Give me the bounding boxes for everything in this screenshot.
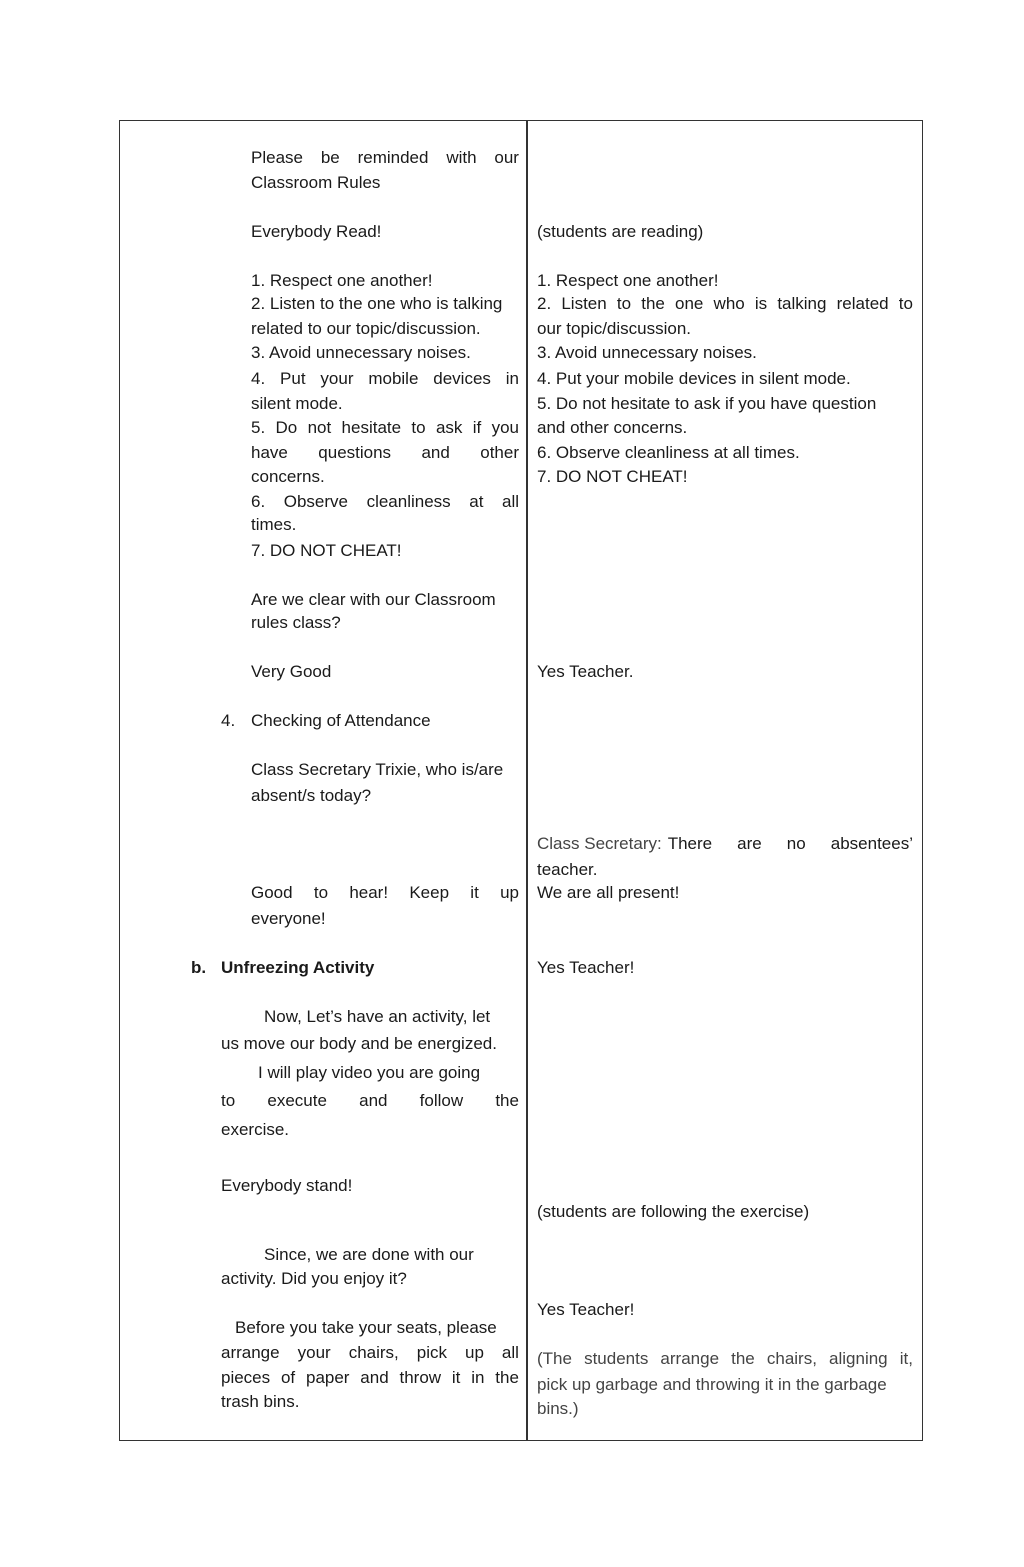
column-divider [526,120,528,1441]
word: other [480,443,519,462]
word: mobile [368,369,419,388]
activity-line-2: us move our body and be energized. [221,1034,497,1053]
word: 5. [251,418,266,437]
left-rule-5-line-3: concerns. [251,467,325,486]
yes-teacher-1: Yes Teacher. [537,662,634,681]
word: is [754,294,768,313]
everybody-stand: Everybody stand! [221,1176,353,1195]
secretary-answer-line-2: teacher. [537,860,598,879]
word: the [731,1349,755,1368]
word: hear! [349,883,389,902]
before-line-3 [221,1366,519,1391]
left-rule-2-line-1: 2. Listen to the one who is talking [251,294,503,313]
word: pick [416,1343,447,1362]
word: talking [777,294,827,313]
word: to [221,1091,236,1110]
since-line-1: Since, we are done with our [264,1245,474,1264]
word: chairs, [766,1349,817,1368]
word: hesitate [341,418,402,437]
word: and [360,1368,389,1387]
everybody-read: Everybody Read! [251,222,382,241]
word: Put [280,369,306,388]
word: if [472,418,482,437]
word: who [713,294,745,313]
before-line-1: Before you take your seats, please [235,1318,497,1337]
left-rule-6-line-1 [251,490,519,515]
word: at [469,492,484,511]
right-rule-5-line-1: 5. Do not hesitate to ask if you have question [537,394,877,413]
left-rule-4-line-1 [251,367,519,392]
attendance-title: Checking of Attendance [251,711,431,730]
left-rule-4-line-2: silent mode. [251,394,343,413]
left-rule-5-line-1 [251,416,519,441]
word: to [411,418,426,437]
activity-line-4 [221,1089,519,1114]
word: execute [267,1091,327,1110]
left-rule-1: 1. Respect one another! [251,271,433,290]
word: paper [305,1368,350,1387]
activity-line-3: I will play video you are going [258,1063,481,1082]
word: it [470,883,479,902]
word: Listen [561,294,607,313]
word: no [786,834,806,853]
word: have [251,443,288,462]
before-line-4: trash bins. [221,1392,300,1411]
word: aligning [829,1349,888,1368]
very-good: Very Good [251,662,332,681]
clear-question-line-2: rules class? [251,613,341,632]
word: questions [318,443,392,462]
word: all [501,492,519,511]
left-rule-6-line-2: times. [251,515,297,534]
right-rule-2-line-1 [537,292,913,317]
students-following: (students are following the exercise) [537,1202,810,1221]
word: to [898,294,913,313]
word: Good [251,883,293,902]
word: to [313,883,329,902]
word: follow [419,1091,464,1110]
right-rule-7: 7. DO NOT CHEAT! [537,467,688,486]
word: reminded [357,148,429,167]
word: it [451,1368,461,1387]
word: ask [435,418,463,437]
word: not [307,418,332,437]
word: and [359,1091,388,1110]
word: up [465,1343,484,1362]
left-rule-7: 7. DO NOT CHEAT! [251,541,402,560]
word: arrange [221,1343,280,1362]
arrange-line-1 [537,1347,913,1372]
reminder-line-2: Classroom Rules [251,173,381,192]
word: the [495,1091,519,1110]
word: of [280,1368,296,1387]
lesson-table [119,120,923,1441]
left-rule-5-line-2 [251,441,519,466]
clear-question-line-1: Are we clear with our Classroom [251,590,496,609]
word: and [421,443,450,462]
secretary-answer-words [668,832,913,857]
right-rule-4: 4. Put your mobile devices in silent mode. [537,369,851,388]
good-to-hear-line-1 [251,881,519,906]
word: in [505,369,519,388]
word: Keep [409,883,450,902]
right-rule-3: 3. Avoid unnecessary noises. [537,343,757,362]
secretary-answer-line-1 [537,832,913,857]
arrange-line-2: pick up garbage and throwing it in the garbage [537,1375,887,1394]
word: chairs, [348,1343,399,1362]
activity-line-5: exercise. [221,1120,290,1139]
secretary-label: Class Secretary: [537,834,662,853]
word: 2. [537,294,552,313]
left-rule-2-line-2: related to our topic/discussion. [251,319,481,338]
word: our [494,148,519,167]
word: your [297,1343,331,1362]
word: the [495,1368,519,1387]
left-rule-3: 3. Avoid unnecessary noises. [251,343,471,362]
activity-line-1: Now, Let’s have an activity, let [264,1007,491,1026]
right-rule-5-line-2: and other concerns. [537,418,688,437]
word: Observe [283,492,348,511]
word: to [616,294,632,313]
word: all [501,1343,519,1362]
word: Please [251,148,303,167]
word: Do [275,418,298,437]
reminder-line-1 [251,146,519,171]
word: pieces [221,1368,271,1387]
word: throw [399,1368,442,1387]
word: students [584,1349,649,1368]
arrange-line-3: bins.) [537,1399,579,1418]
word: absentees’ [830,834,913,853]
section-letter: b. [191,958,207,977]
word: 4. [251,369,266,388]
attendance-number: 4. [221,711,236,730]
word: cleanliness [366,492,451,511]
word: it, [899,1349,913,1368]
section-title: Unfreezing Activity [221,958,375,977]
good-to-hear-line-2: everyone! [251,909,326,928]
word: with [446,148,477,167]
word: in [471,1368,485,1387]
since-line-2: activity. Did you enjoy it? [221,1269,407,1288]
word: 6. [251,492,266,511]
yes-teacher-2: Yes Teacher! [537,958,635,977]
word: arrange [660,1349,720,1368]
word: the [641,294,665,313]
right-rule-6: 6. Observe cleanliness at all times. [537,443,800,462]
word: you [491,418,519,437]
word: one [675,294,704,313]
yes-teacher-3: Yes Teacher! [537,1300,635,1319]
word: up [500,883,519,902]
right-rule-1: 1. Respect one another! [537,271,719,290]
word: There [667,834,713,853]
word: your [320,369,354,388]
all-present: We are all present! [537,883,680,902]
word: related [836,294,889,313]
word: are [737,834,762,853]
word: devices [433,369,491,388]
students-reading: (students are reading) [537,222,704,241]
before-line-2 [221,1341,519,1366]
right-rule-2-line-2: our topic/discussion. [537,319,692,338]
word: be [320,148,340,167]
word: (The [537,1349,572,1368]
secretary-question-line-1: Class Secretary Trixie, who is/are [251,760,504,779]
secretary-question-line-2: absent/s today? [251,786,372,805]
